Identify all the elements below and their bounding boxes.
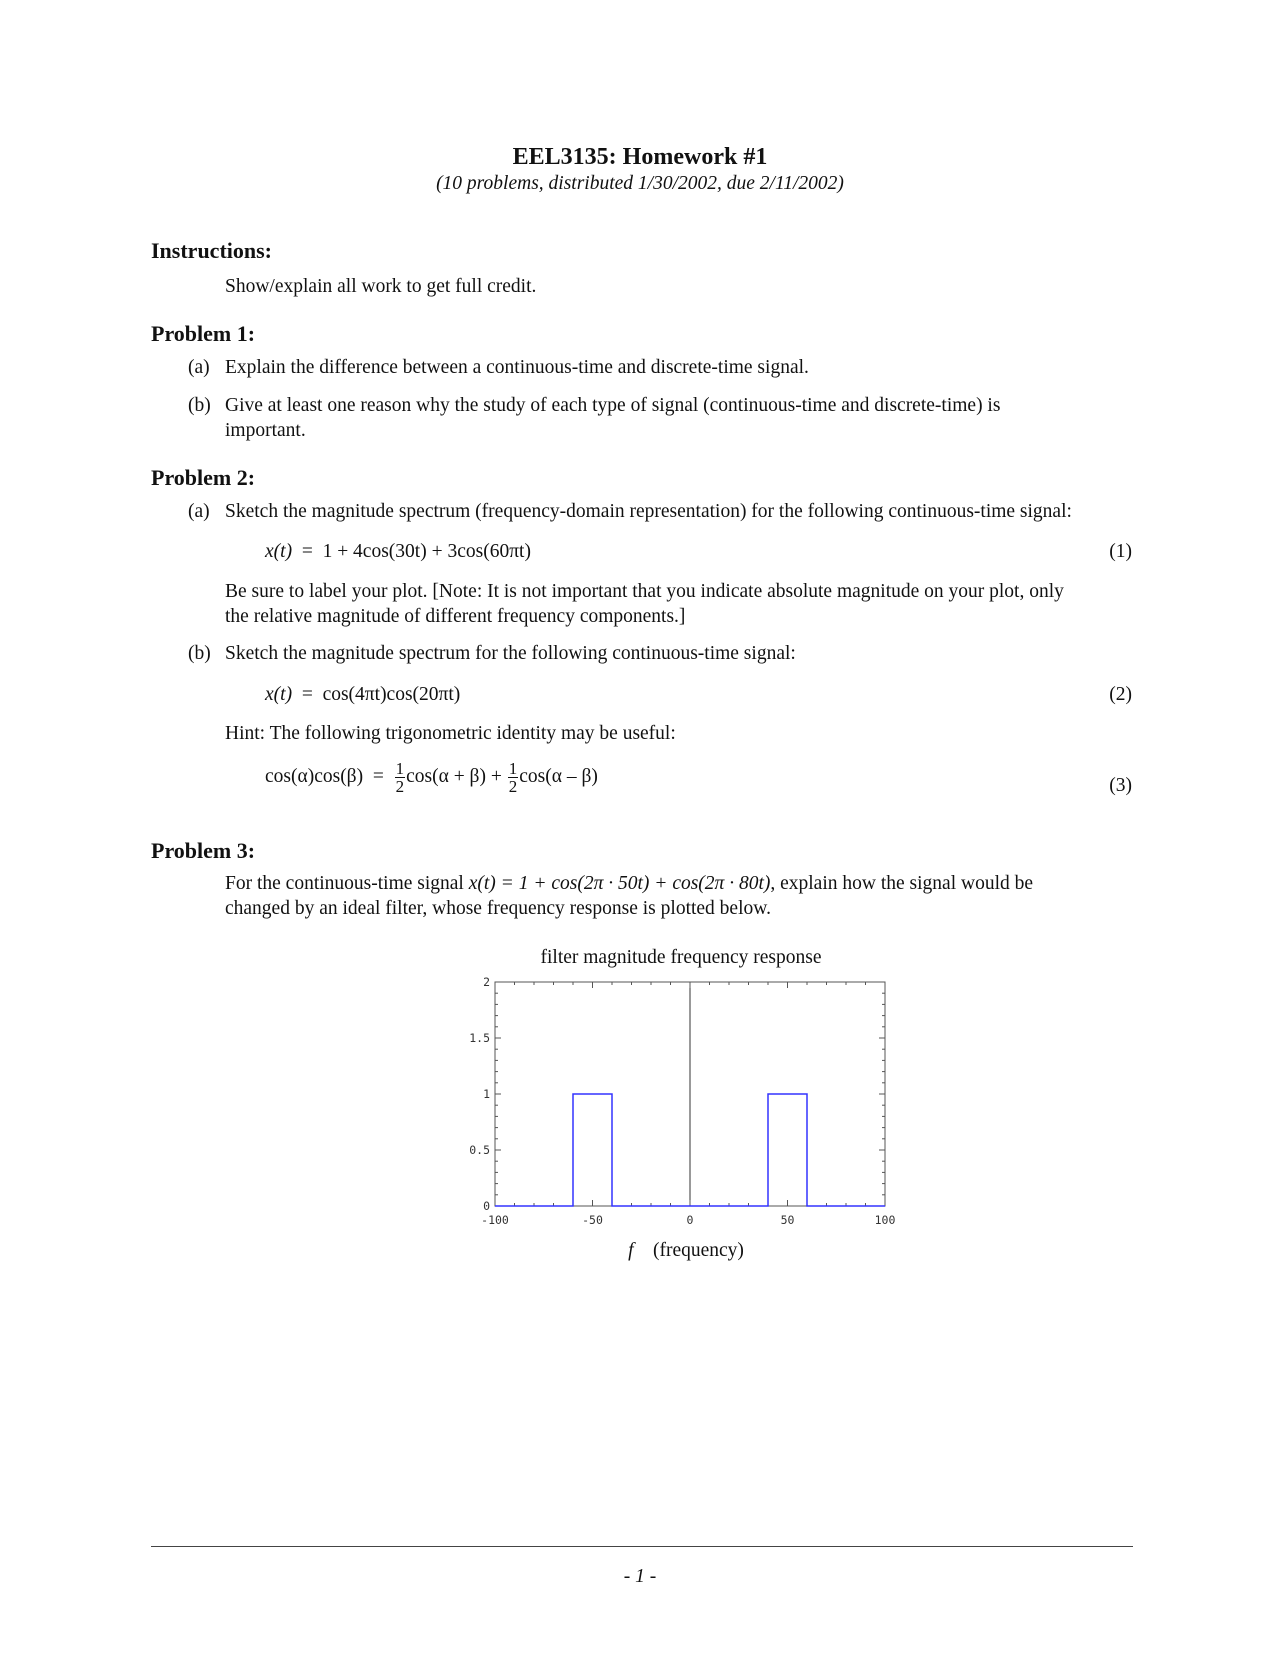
equation-lhs: x(t): [265, 684, 293, 705]
item-text: Sketch the magnitude spectrum for the following continuous-time signal:: [225, 643, 796, 664]
equation-rhs: cos(4πt)cos(20πt): [322, 684, 461, 705]
chart-title: filter magnitude frequency response: [540, 947, 822, 968]
problem3-text: [225, 871, 1145, 921]
chart-x-label: [0, 1240, 1280, 1262]
footer-divider: [151, 1546, 1133, 1547]
item-label: (b): [188, 643, 211, 664]
problem3-line2: changed by an ideal filter, whose frequency response is plotted below.: [225, 898, 771, 919]
equation-number-2: (2): [1109, 684, 1132, 705]
x-tick-label: 100: [874, 1213, 896, 1227]
note-line2: the relative magnitude of different frequency components.]: [225, 606, 686, 627]
identity-term2: cos(α – β): [519, 765, 598, 787]
equation-lhs: x(t): [265, 541, 293, 562]
equation-number-3: (3): [1109, 775, 1132, 796]
x-tick-label: -50: [582, 1213, 603, 1227]
problem3-line1: For the continuous-time signal x(t) = 1 + cos(2π · 50t) + cos(2π · 80t), explain how the signal would be: [225, 873, 1034, 894]
item-label: (a): [188, 357, 210, 378]
x-axis-symbol: f: [628, 1240, 634, 1261]
item-label: (a): [188, 501, 210, 522]
item-label: (b): [188, 395, 211, 416]
equation-number-1: (1): [1109, 541, 1132, 562]
problem1-heading: Problem 1:: [151, 321, 256, 346]
y-tick-label: 2: [483, 975, 490, 989]
fraction-half: $\frac{1}{2}$: [508, 759, 518, 796]
problem2-note: [225, 579, 1145, 629]
identity-term1: cos(α + β) +: [406, 765, 502, 787]
y-tick-label: 0: [483, 1199, 490, 1213]
identity-lhs: cos(α)cos(β): [265, 765, 364, 787]
equation-3: cos(α)cos(β) = $\frac{1}{2}$ cos(α + β) + $\frac{1}{2}$ cos(α – β): [265, 759, 598, 796]
item-text-line2: important.: [225, 420, 306, 441]
page-number: - 1 -: [623, 1566, 657, 1587]
equation-1: x(t) = 1 + 4cos(30t) + 3cos(60πt): [265, 541, 531, 562]
x-tick-label: -100: [481, 1213, 509, 1227]
signal-expression: x(t) = 1 + cos(2π · 50t) + cos(2π · 80t): [468, 873, 771, 894]
fraction-half: $\frac{1}{2}$: [395, 759, 405, 796]
y-tick-label: 1.5: [469, 1031, 490, 1045]
equation-rhs: 1 + 4cos(30t) + 3cos(60πt): [322, 541, 531, 562]
problem3-heading: Problem 3:: [151, 838, 256, 863]
document-subtitle: (10 problems, distributed 1/30/2002, due 2/11/2002): [436, 173, 844, 194]
x-tick-label: 0: [686, 1213, 694, 1227]
x-tick-label: 50: [780, 1213, 795, 1227]
x-axis-label: (frequency): [652, 1240, 744, 1261]
item-text-line1: Give at least one reason why the study of each type of signal (continuous-time and discrete-time) is: [225, 395, 1001, 416]
filter-response-chart: [440, 970, 900, 1240]
note-line1: Be sure to label your plot. [Note: It is not important that you indicate absolute magnitude on your plot, only: [225, 581, 1064, 602]
y-tick-label: 0.5: [469, 1143, 490, 1157]
hint-text: Hint: The following trigonometric identity may be useful:: [225, 723, 676, 744]
item-text: Sketch the magnitude spectrum (frequency-domain representation) for the following continuous-time signal:: [225, 501, 1072, 522]
document-title: EEL3135: Homework #1: [512, 144, 768, 170]
y-tick-label: 1: [483, 1087, 490, 1101]
instructions-text: Show/explain all work to get full credit.: [225, 276, 537, 297]
problem2-heading: Problem 2:: [151, 465, 256, 490]
instructions-heading: Instructions:: [151, 238, 273, 263]
equation-2: x(t) = cos(4πt)cos(20πt): [265, 684, 461, 705]
item-text: Explain the difference between a continuous-time and discrete-time signal.: [225, 357, 809, 378]
